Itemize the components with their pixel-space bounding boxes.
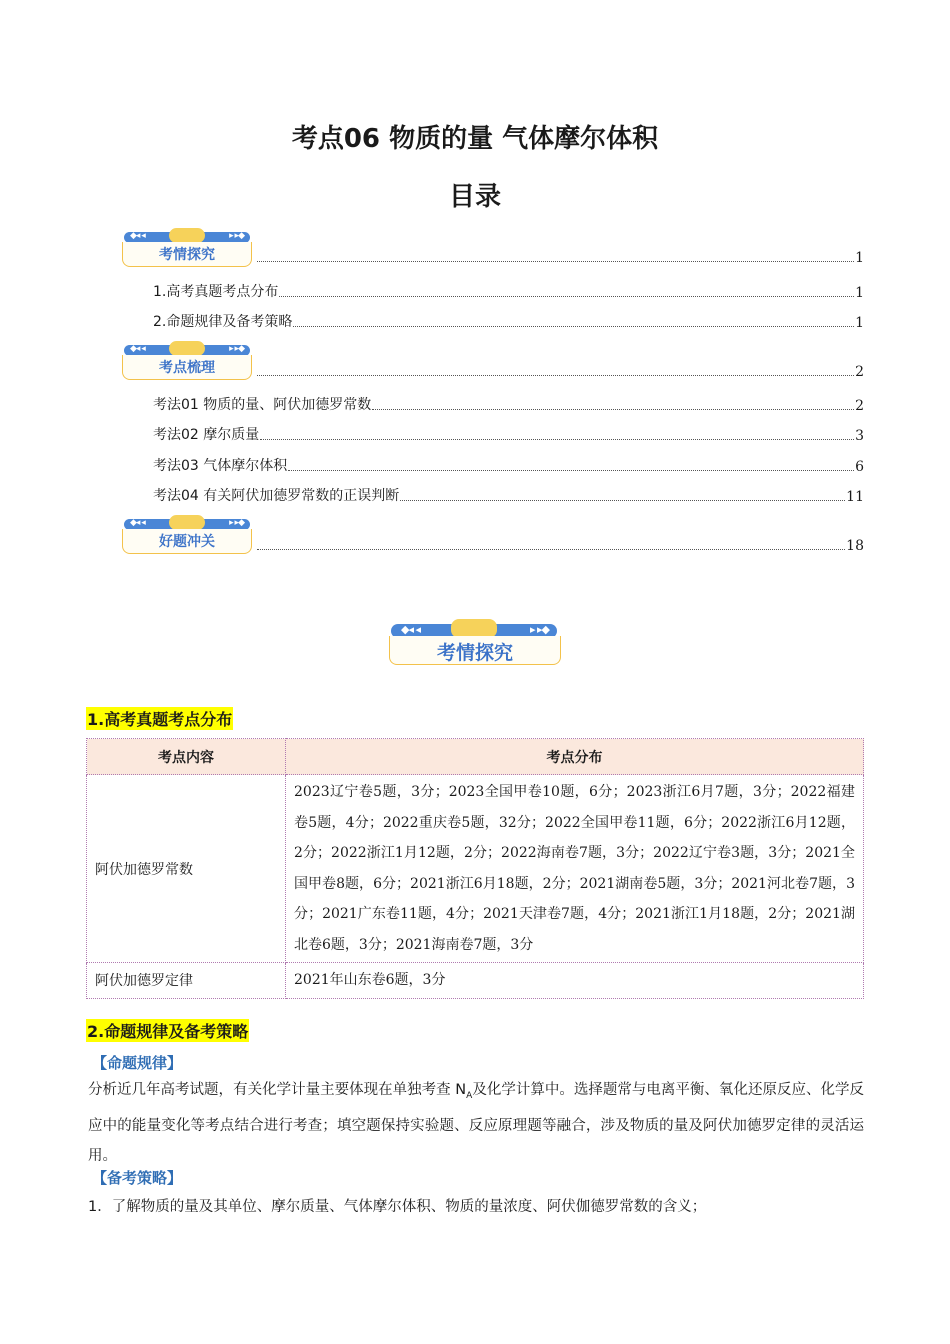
toc-label: 考法02 摩尔质量 — [153, 427, 260, 443]
table-cell-distribution: 2021年山东卷6题，3分 — [286, 963, 864, 999]
toc-page: 2 — [855, 364, 864, 380]
column-header: 考点分布 — [286, 739, 864, 775]
toc-entry[interactable] — [256, 250, 864, 266]
arrow-right-icon: ▸ ▸◆ — [229, 518, 244, 528]
badge-label: 考情探究 — [436, 642, 513, 664]
arrow-left-icon: ◆◂ ◂ — [130, 518, 145, 528]
section-heading: 2.命题规律及备考策略 — [86, 1019, 249, 1042]
arrow-left-icon: ◆◂ ◂ — [130, 344, 145, 354]
toc-entry[interactable] — [256, 364, 864, 380]
toc-entry[interactable] — [256, 538, 864, 554]
rule-title: 【命题规律】 — [92, 1054, 183, 1072]
badge-explore-section — [389, 622, 561, 668]
toc-entry[interactable] — [153, 455, 864, 475]
toc-label: 2.命题规律及备考策略 — [153, 314, 293, 330]
arrow-right-icon: ▸ ▸◆ — [229, 344, 244, 354]
badge-label: 考点梳理 — [159, 360, 215, 376]
toc-entry[interactable] — [153, 281, 864, 301]
badge-explore — [122, 230, 252, 270]
toc-page: 11 — [846, 489, 864, 505]
toc-page: 3 — [855, 428, 864, 444]
toc-entry[interactable] — [153, 394, 864, 414]
arrow-right-icon: ▸ ▸◆ — [530, 623, 549, 636]
badge-label: 考情探究 — [159, 247, 215, 263]
toc-page: 1 — [855, 315, 864, 331]
table-row — [87, 963, 864, 999]
strategy-title: 【备考策略】 — [92, 1169, 183, 1187]
rule-paragraph: 分析近几年高考试题，有关化学计量主要体现在单独考查 $N_A$及化学计算中。选择题常与电离平衡、氧化还原反应、化学反应中的能量变化等考点结合进行考查；填空题保持实验题、反应原理题等融合，涉及物质的量及阿伏加德罗定律的灵活运用。 — [88, 1082, 864, 1164]
column-header: 考点内容 — [87, 739, 286, 775]
arrow-left-icon: ◆◂ ◂ — [130, 231, 145, 241]
badge-label: 好题冲关 — [159, 534, 215, 550]
section-heading: 1.高考真题考点分布 — [86, 707, 233, 730]
toc-label: 考法04 有关阿伏加德罗常数的正误判断 — [153, 488, 400, 504]
toc-heading: 目录 — [448, 182, 501, 212]
toc-label: 1.高考真题考点分布 — [153, 284, 279, 300]
toc-entry[interactable] — [153, 311, 864, 331]
exam-distribution-table — [86, 738, 864, 999]
toc-page: 1 — [855, 250, 864, 266]
toc-entry[interactable] — [153, 424, 864, 444]
table-cell-distribution: 2023辽宁卷5题，3分；2023全国甲卷10题，6分；2023浙江6月7题，3分；2022福建卷5题，4分；2022重庆卷5题，32分；2022全国甲卷11题，6分；2022浙江6月12题，2分；2022浙江1月12题，2分；2022海南卷7题，3分；2022辽宁卷3题，3分；2021全国甲卷8题，6分；2021浙江6月18题，2分；2021湖南卷5题，3分；2021河北卷7题，3分；2021广东卷11题，4分；2021天津卷7题，4分；2021浙江1月18题，2分；2021湖北卷6题，3分；2021海南卷7题，3分 — [286, 775, 864, 963]
toc-label: 考法01 物质的量、阿伏加德罗常数 — [153, 397, 372, 413]
table-row — [87, 775, 864, 963]
arrow-right-icon: ▸ ▸◆ — [229, 231, 244, 241]
page-title: 考点06 物质的量 气体摩尔体积 — [291, 124, 659, 154]
toc-label: 考法03 气体摩尔体积 — [153, 458, 288, 474]
toc-page: 18 — [846, 538, 864, 554]
arrow-left-icon: ◆◂ ◂ — [401, 623, 420, 636]
toc-page: 2 — [855, 398, 864, 414]
toc-entry[interactable] — [153, 485, 864, 505]
badge-practice — [122, 517, 252, 557]
table-header-row — [87, 739, 864, 775]
table-cell-topic: 阿伏加德罗常数 — [87, 775, 286, 963]
toc-page: 6 — [855, 459, 864, 475]
badge-review — [122, 343, 252, 383]
strategy-item: 1．了解物质的量及其单位、摩尔质量、气体摩尔体积、物质的量浓度、阿伏伽德罗常数的含义； — [88, 1199, 707, 1215]
toc-page: 1 — [855, 285, 864, 301]
table-cell-topic: 阿伏加德罗定律 — [87, 963, 286, 999]
